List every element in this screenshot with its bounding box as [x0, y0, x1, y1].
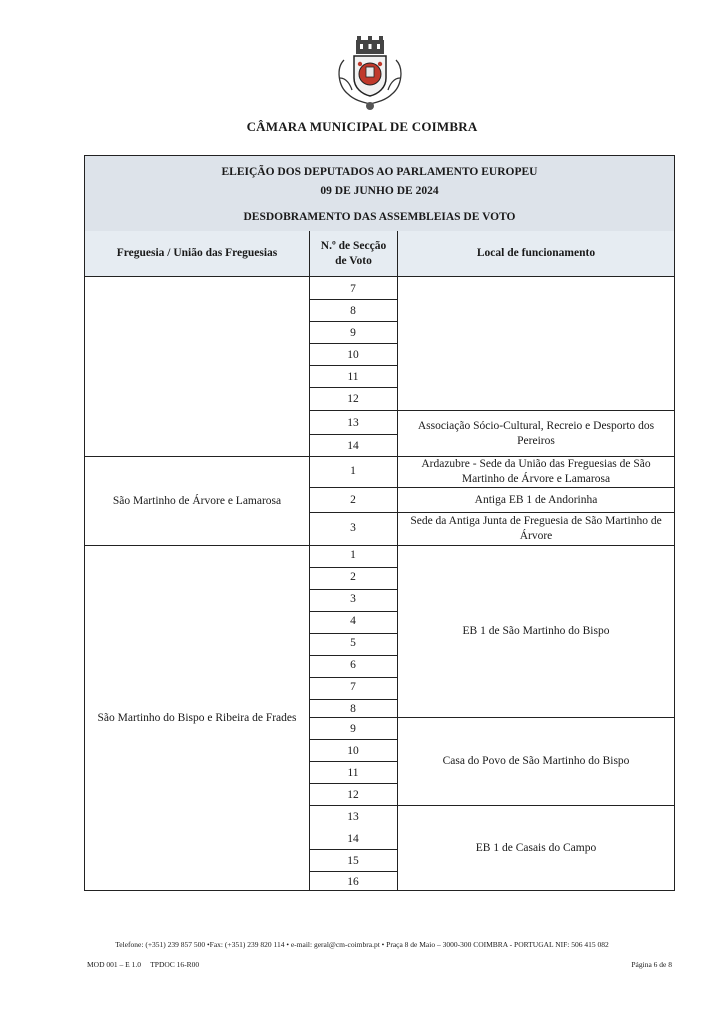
- row-line: [309, 387, 398, 388]
- row-line: [309, 761, 398, 762]
- row-line: [309, 633, 398, 634]
- section-number: 8: [350, 703, 356, 715]
- freguesia-cell: São Martinho de Árvore e Lamarosa: [112, 494, 282, 507]
- election-title: ELEIÇÃO DOS DEPUTADOS AO PARLAMENTO EUROPEU: [221, 166, 538, 178]
- row-line: [309, 677, 398, 678]
- row-line: [309, 699, 398, 700]
- location-cell: Casa do Povo de São Martinho do Bispo: [442, 755, 630, 768]
- election-date: 09 DE JUNHO DE 2024: [320, 185, 439, 197]
- section-number: 14: [347, 440, 359, 452]
- row-line: [309, 871, 398, 872]
- section-number: 3: [350, 593, 356, 605]
- location-cell: Sede da Antiga Junta de Freguesia de São Martinho de Árvore: [410, 515, 662, 542]
- section-number: 4: [350, 615, 356, 627]
- voting-assemblies-table: [84, 155, 675, 891]
- section-number: 2: [350, 571, 356, 583]
- section-number: 11: [347, 371, 359, 383]
- location-cell: Antiga EB 1 de Andorinha: [474, 493, 598, 506]
- section-number: 13: [347, 417, 359, 429]
- section-number: 11: [347, 767, 359, 779]
- row-line: [309, 849, 398, 850]
- footer-page-number: Página 6 de 8: [631, 960, 672, 969]
- location-cell: EB 1 de Casais do Campo: [475, 841, 597, 854]
- coat-of-arms-logo: [330, 34, 410, 114]
- location-cell: EB 1 de São Martinho do Bispo: [462, 625, 610, 638]
- location-cell: Ardazubre - Sede da União das Freguesias de São Martinho de Árvore e Lamarosa: [421, 458, 651, 485]
- section-number: 13: [347, 811, 359, 823]
- section-number: 6: [350, 659, 356, 671]
- column-header-section-line2: de Voto: [335, 254, 372, 267]
- row-line: [309, 739, 398, 740]
- row-line: [309, 365, 398, 366]
- section-number: 7: [350, 681, 356, 693]
- organization-title: CÂMARA MUNICIPAL DE COIMBRA: [246, 119, 478, 134]
- section-number: 3: [350, 522, 356, 534]
- section-number: 10: [347, 745, 359, 757]
- section-number: 9: [350, 723, 356, 735]
- location-cell: Associação Sócio-Cultural, Recreio e Desporto dos Pereiros: [417, 419, 655, 447]
- section-number: 8: [350, 305, 356, 317]
- column-header-location: Local de funcionamento: [398, 231, 674, 277]
- section-number: 15: [347, 855, 359, 867]
- table-subtitle: DESDOBRAMENTO DAS ASSEMBLEIAS DE VOTO: [243, 211, 516, 223]
- section-number: 14: [347, 833, 359, 845]
- section-number: 10: [347, 349, 359, 361]
- column-header-freguesia: Freguesia / União das Freguesias: [85, 231, 309, 277]
- section-number: 9: [350, 327, 356, 339]
- section-number: 1: [350, 465, 356, 477]
- row-line: [309, 299, 398, 300]
- row-line: [309, 567, 398, 568]
- section-number: 2: [350, 494, 356, 506]
- row-line: [309, 783, 398, 784]
- row-line: [309, 434, 398, 435]
- column-header-section-line1: N.º de Secção: [320, 240, 387, 253]
- section-number: 12: [347, 789, 359, 801]
- section-number: 16: [347, 876, 359, 888]
- section-number: 5: [350, 637, 356, 649]
- row-line: [309, 589, 398, 590]
- row-line: [309, 321, 398, 322]
- row-line: [309, 611, 398, 612]
- footer-contact: Telefone: (+351) 239 857 500 •Fax: (+351) 239 820 114 • e-mail: geral@cm-coimbra.pt • Praça 8 de Maio – 3000-300 COIMBRA - PORTUGAL NIF: 506 415 082: [115, 940, 609, 949]
- section-number: 7: [350, 283, 356, 295]
- footer-doc-code: MOD 001 – E 1.0 TPDOC 16-R00: [87, 960, 200, 969]
- section-number: 1: [350, 549, 356, 561]
- row-line: [309, 343, 398, 344]
- column-header-section: [310, 231, 397, 277]
- row-line: [309, 655, 398, 656]
- freguesia-cell: São Martinho do Bispo e Ribeira de Frades: [97, 711, 297, 724]
- table-banner: [85, 156, 674, 232]
- section-number: 12: [347, 393, 359, 405]
